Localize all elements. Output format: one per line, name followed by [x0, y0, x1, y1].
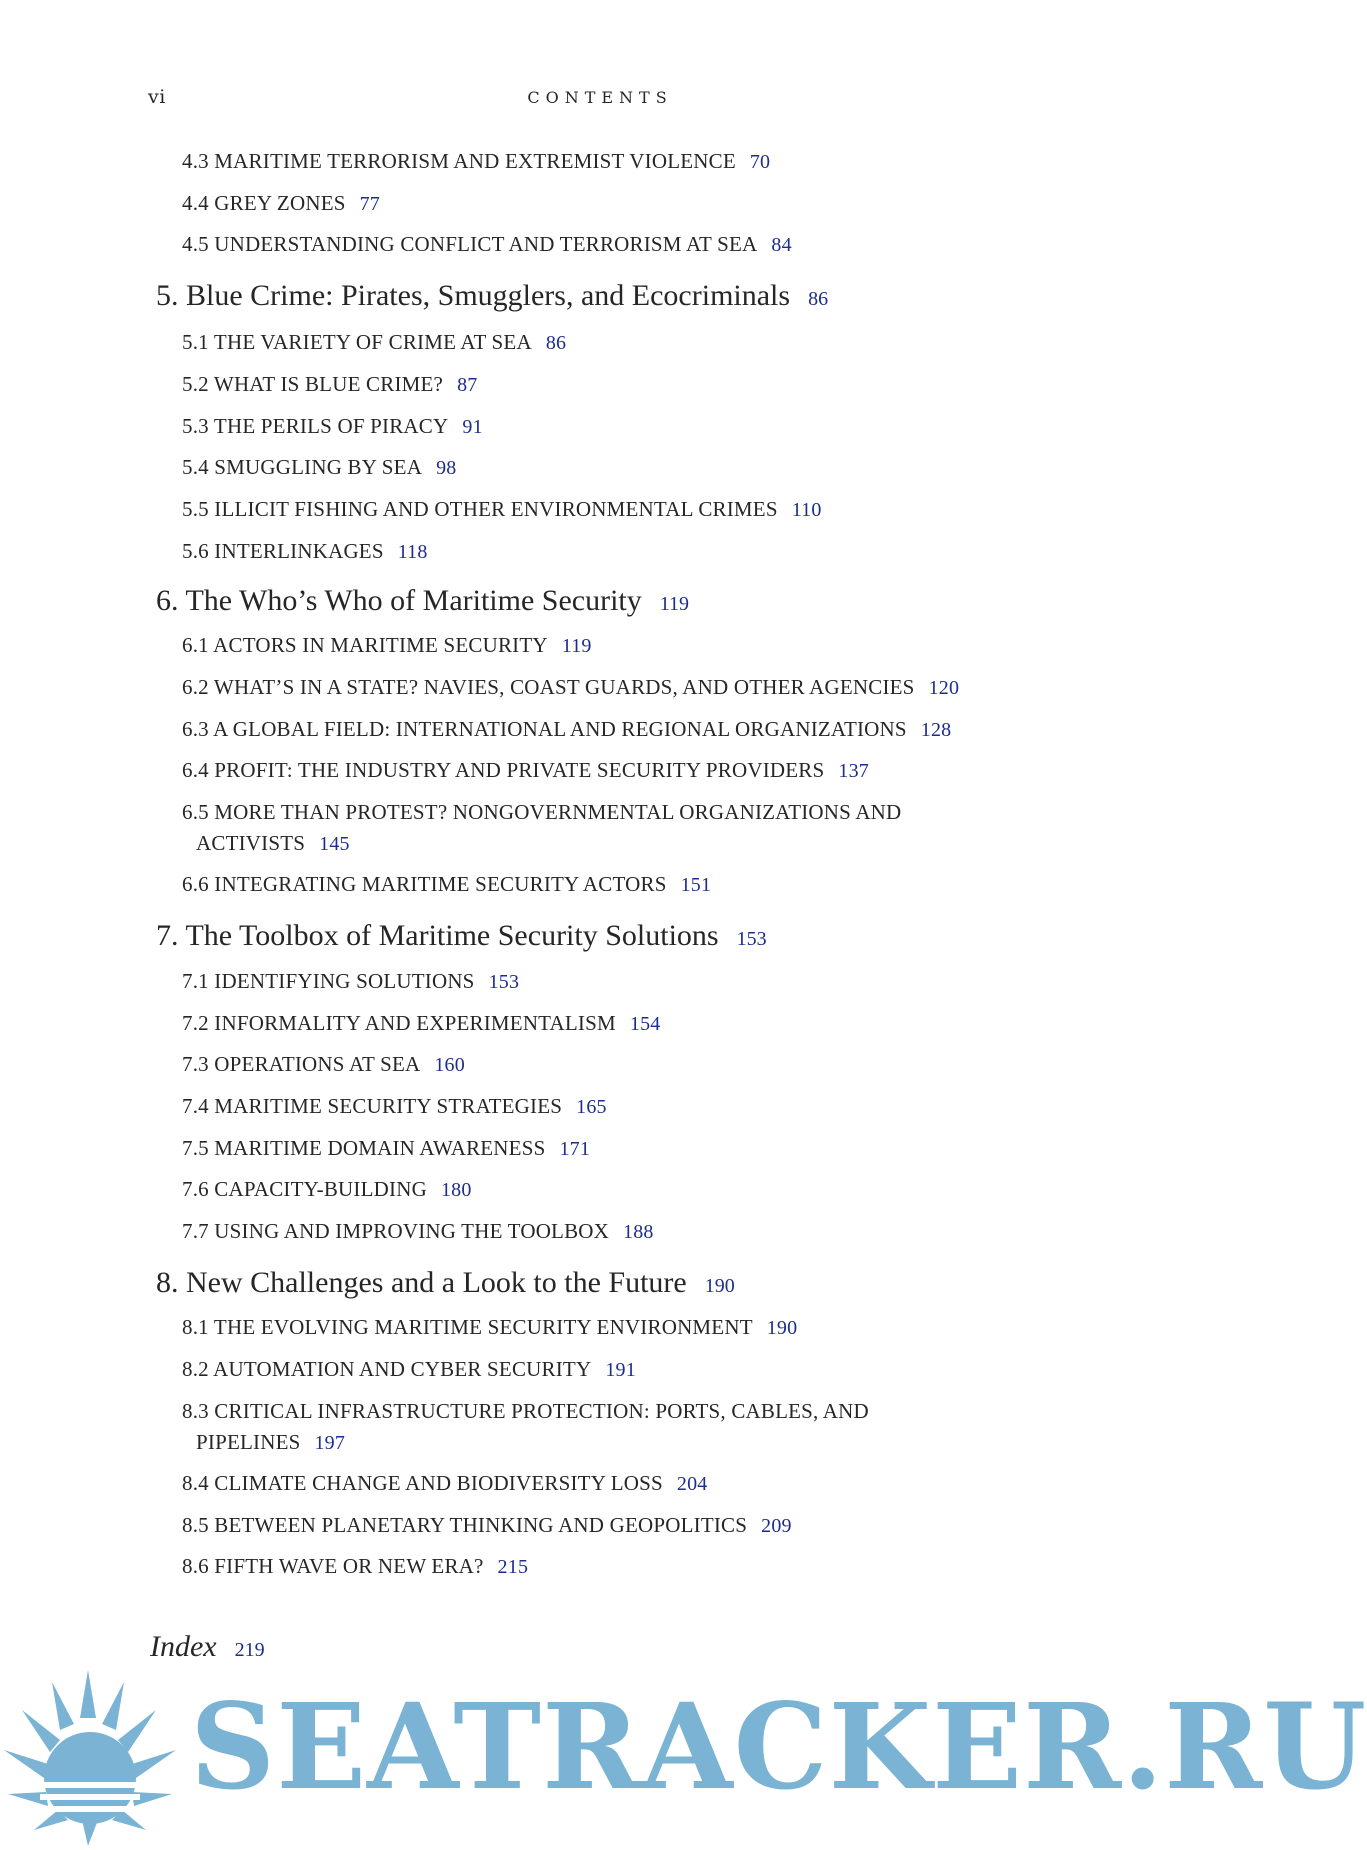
toc-entry-title: 6.6 INTEGRATING MARITIME SECURITY ACTORS — [182, 872, 667, 896]
toc-entry-title: 5.6 INTERLINKAGES — [182, 539, 384, 563]
toc-entry-title-line2: ACTIVISTS — [196, 831, 306, 855]
toc-page-number[interactable]: 153 — [736, 928, 767, 950]
page-number: vi — [148, 86, 166, 108]
toc-entry-7-6[interactable] — [182, 1174, 1042, 1206]
toc-entry-8-2[interactable] — [182, 1354, 1042, 1386]
watermark — [0, 1660, 1367, 1850]
toc-page-number[interactable]: 215 — [497, 1556, 529, 1578]
toc-entry-5-1[interactable] — [182, 327, 1042, 359]
toc-page-number[interactable]: 171 — [559, 1138, 591, 1160]
toc-entry-7-5[interactable] — [182, 1133, 1042, 1165]
toc-entry-5-4[interactable] — [182, 452, 1042, 484]
toc-page-number[interactable]: 154 — [629, 1013, 661, 1035]
toc-entry-6-4[interactable] — [182, 755, 1042, 787]
toc-entry-5-3[interactable] — [182, 411, 1042, 443]
toc-chapter-title: 8. New Challenges and a Look to the Future — [156, 1266, 687, 1299]
toc-entry-title: 7.3 OPERATIONS AT SEA — [182, 1052, 421, 1076]
toc-entry-title: 7.5 MARITIME DOMAIN AWARENESS — [182, 1136, 546, 1160]
toc-page-number[interactable]: 137 — [838, 760, 869, 782]
toc-page-number[interactable]: 91 — [462, 416, 483, 438]
toc-entry-5-5[interactable] — [182, 494, 1042, 526]
toc-entry-7-1[interactable] — [182, 966, 1042, 998]
toc-chapter-8[interactable] — [156, 1265, 735, 1304]
toc-entry-8-4[interactable] — [182, 1468, 1042, 1500]
toc-page-number[interactable]: 87 — [457, 374, 478, 396]
toc-page-number[interactable]: 86 — [545, 332, 567, 354]
toc-entry-title: 6.3 A GLOBAL FIELD: INTERNATIONAL AND REGIONAL ORGANIZATIONS — [182, 717, 907, 741]
toc-page-number[interactable]: 180 — [440, 1179, 472, 1201]
toc-entry-title: 4.4 GREY ZONES — [182, 191, 346, 215]
toc-entry-7-3[interactable] — [182, 1049, 1042, 1081]
toc-entry-title: 6.4 PROFIT: THE INDUSTRY AND PRIVATE SECURITY PROVIDERS — [182, 758, 825, 782]
toc-entry-title-line2: PIPELINES — [196, 1430, 301, 1454]
toc-entry-8-5[interactable] — [182, 1510, 1042, 1542]
toc-page-number[interactable]: 70 — [749, 151, 771, 173]
toc-entry-4-3[interactable] — [182, 146, 1042, 178]
toc-entry-title: 8.2 AUTOMATION AND CYBER SECURITY — [182, 1357, 592, 1381]
toc-entry-title: 6.1 ACTORS IN MARITIME SECURITY — [182, 633, 548, 657]
toc-entry-title: 5.4 SMUGGLING BY SEA — [182, 455, 423, 479]
toc-page-number[interactable]: 160 — [434, 1054, 465, 1076]
toc-entry-5-2[interactable] — [182, 369, 1042, 401]
toc-entry-title: 4.3 MARITIME TERRORISM AND EXTREMIST VIOLENCE — [182, 149, 736, 173]
toc-index-entry[interactable] — [150, 1630, 265, 1664]
toc-page-number[interactable]: 110 — [791, 499, 822, 521]
toc-page-number[interactable]: 165 — [576, 1096, 607, 1118]
toc-entry-5-6[interactable] — [182, 536, 1042, 568]
toc-entry-6-3[interactable] — [182, 714, 1042, 746]
toc-entry-title: 7.2 INFORMALITY AND EXPERIMENTALISM — [182, 1011, 616, 1035]
toc-entry-title: 6.2 WHAT’S IN A STATE? NAVIES, COAST GUARDS, AND OTHER AGENCIES — [182, 675, 915, 699]
toc-page-number[interactable]: 190 — [766, 1317, 798, 1339]
toc-page-number[interactable]: 190 — [704, 1275, 735, 1297]
toc-entry-title: 7.1 IDENTIFYING SOLUTIONS — [182, 969, 475, 993]
toc-index-title: Index — [150, 1630, 217, 1663]
toc-entry-title: 8.6 FIFTH WAVE OR NEW ERA? — [182, 1554, 484, 1578]
toc-chapter-title: 5. Blue Crime: Pirates, Smugglers, and Ecocriminals — [156, 279, 791, 312]
toc-page-number[interactable]: 118 — [397, 541, 428, 563]
toc-entry-7-2[interactable] — [182, 1008, 1042, 1040]
toc-chapter-title: 7. The Toolbox of Maritime Security Solutions — [156, 919, 719, 952]
toc-chapter-7[interactable] — [156, 918, 767, 957]
toc-page-number[interactable]: 77 — [359, 193, 381, 215]
toc-entry-6-1[interactable] — [182, 630, 1042, 662]
toc-entry-title: 5.3 THE PERILS OF PIRACY — [182, 414, 449, 438]
toc-page-number[interactable]: 153 — [488, 971, 520, 993]
toc-entry-4-5[interactable] — [182, 229, 1042, 261]
toc-entry-title: 5.5 ILLICIT FISHING AND OTHER ENVIRONMENTAL CRIMES — [182, 497, 778, 521]
toc-entry-7-4[interactable] — [182, 1091, 1042, 1123]
toc-entry-title: 7.7 USING AND IMPROVING THE TOOLBOX — [182, 1219, 610, 1243]
toc-page-number[interactable]: 151 — [680, 874, 712, 896]
toc-chapter-6[interactable] — [156, 583, 689, 622]
toc-entry-title: 8.5 BETWEEN PLANETARY THINKING AND GEOPOLITICS — [182, 1513, 748, 1537]
toc-page-number[interactable]: 145 — [319, 833, 350, 855]
toc-entry-7-7[interactable] — [182, 1216, 1042, 1248]
toc-entry-title: 7.6 CAPACITY-BUILDING — [182, 1177, 427, 1201]
toc-entry-6-2[interactable] — [182, 672, 1042, 704]
watermark-text: SEATRACKER.RU — [190, 1677, 1367, 1816]
toc-entry-title: 5.1 THE VARIETY OF CRIME AT SEA — [182, 330, 532, 354]
toc-entry-title-line1: 6.5 MORE THAN PROTEST? NONGOVERNMENTAL ORGANIZATIONS AND — [182, 800, 902, 824]
toc-entry-title: 7.4 MARITIME SECURITY STRATEGIES — [182, 1094, 563, 1118]
toc-chapter-title: 6. The Who’s Who of Maritime Security — [156, 584, 642, 617]
toc-page-number[interactable]: 98 — [436, 457, 457, 479]
toc-page-number[interactable]: 197 — [314, 1432, 346, 1454]
running-head: CONTENTS — [527, 88, 673, 107]
toc-page-number[interactable]: 86 — [808, 288, 829, 310]
toc-page-number[interactable]: 128 — [920, 719, 952, 741]
toc-page-number[interactable]: 84 — [771, 234, 792, 256]
toc-entry-6-6[interactable] — [182, 869, 1042, 901]
toc-page-number[interactable]: 191 — [605, 1359, 636, 1381]
toc-page-number[interactable]: 219 — [234, 1639, 265, 1661]
sun-logo-icon — [0, 1660, 200, 1850]
toc-entry-6-5[interactable] — [182, 797, 1042, 860]
toc-entry-8-1[interactable] — [182, 1312, 1042, 1344]
toc-entry-title: 8.1 THE EVOLVING MARITIME SECURITY ENVIRONMENT — [182, 1315, 753, 1339]
toc-entry-title-line1: 8.3 CRITICAL INFRASTRUCTURE PROTECTION: PORTS, CABLES, AND — [182, 1399, 869, 1423]
toc-page-number[interactable]: 204 — [676, 1473, 708, 1495]
toc-page-number[interactable]: 188 — [623, 1221, 654, 1243]
toc-page-number[interactable]: 209 — [761, 1515, 792, 1537]
toc-entry-title: 5.2 WHAT IS BLUE CRIME? — [182, 372, 444, 396]
toc-page-number[interactable]: 120 — [928, 677, 960, 699]
toc-page-number[interactable]: 119 — [561, 635, 592, 657]
toc-entry-4-4[interactable] — [182, 188, 1042, 220]
toc-entry-8-3[interactable] — [182, 1396, 1042, 1459]
toc-page-number[interactable]: 119 — [659, 593, 690, 615]
toc-entry-8-6[interactable] — [182, 1551, 1042, 1583]
toc-entry-title: 4.5 UNDERSTANDING CONFLICT AND TERRORISM AT SEA — [182, 232, 758, 256]
toc-chapter-5[interactable] — [156, 278, 828, 317]
toc-entry-title: 8.4 CLIMATE CHANGE AND BIODIVERSITY LOSS — [182, 1471, 663, 1495]
